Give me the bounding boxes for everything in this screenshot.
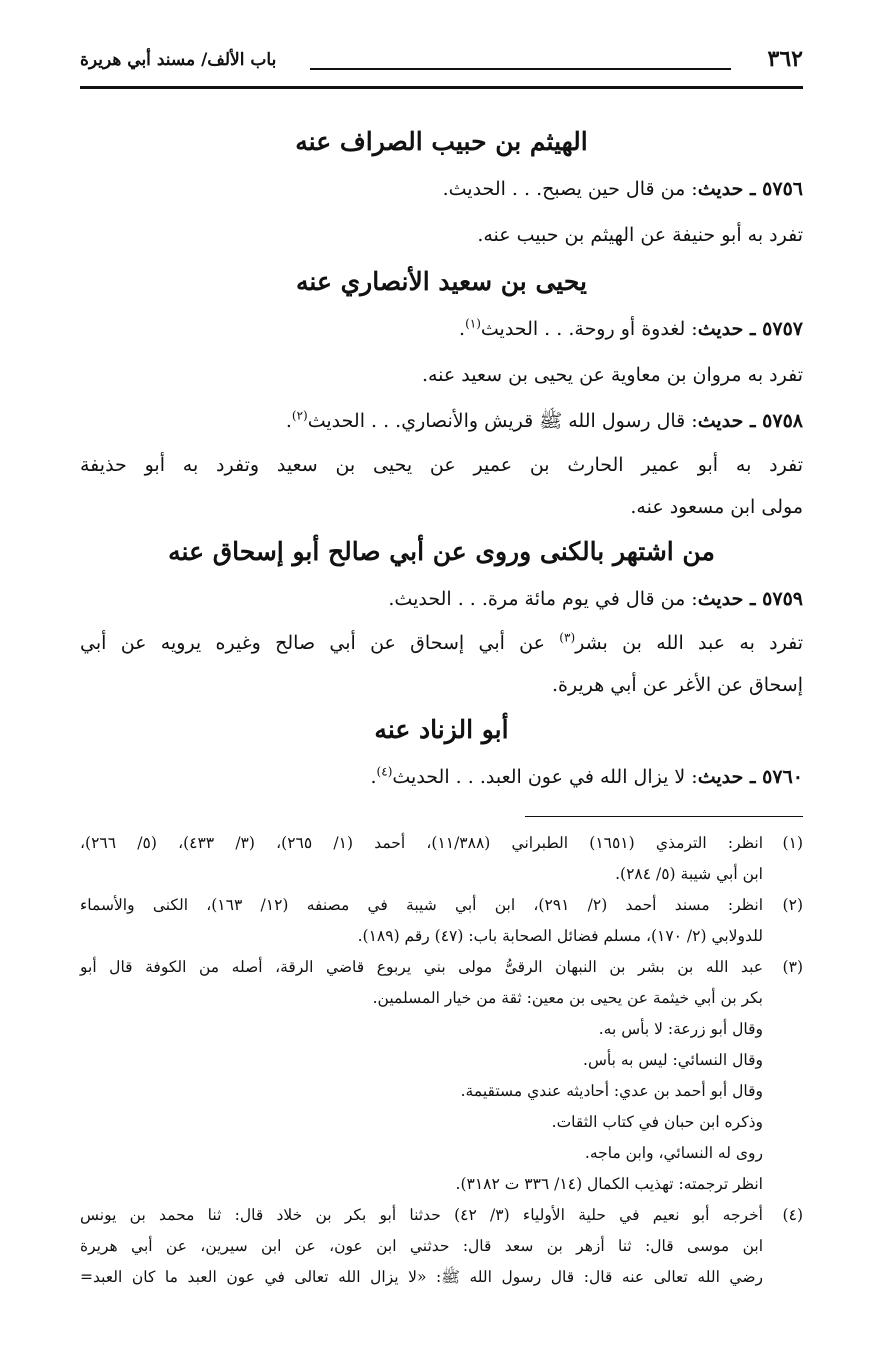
- hadith-text: : من قال في يوم مائة مرة. . . الحديث.: [388, 588, 698, 610]
- footnote-line: وقال أبو زرعة: لا بأس به.: [598, 1020, 763, 1038]
- running-title: باب الألف/ مسند أبي هريرة: [80, 50, 277, 70]
- footnote-number: (٢): [782, 896, 803, 914]
- hadith-text: : لغدوة أو روحة. . . الحديث: [480, 318, 698, 340]
- hadith-keyword: حديث: [697, 588, 744, 610]
- footnote: [80, 952, 803, 1200]
- hadith-keyword: حديث: [697, 410, 744, 432]
- hadith-entry: ٥٧٥٧ ـ حديث: لغدوة أو روحة. . . الحديث$^{(١)}$.: [459, 316, 803, 340]
- running-header: [80, 46, 803, 80]
- footnote-separator: [525, 816, 803, 817]
- footnote-ref[interactable]: (٣): [559, 630, 576, 645]
- footnote-line: بكر بن أبي خيثمة عن يحيى بن معين: ثقة من خيار المسلمين.: [372, 989, 763, 1007]
- footnote-line: وذكره ابن حبان في كتاب الثقات.: [551, 1113, 763, 1131]
- footnote: [80, 890, 803, 952]
- footnote: [80, 1200, 803, 1293]
- section-heading: من اشتهر بالكنى وروى عن أبي صالح أبو إسحاق عنه: [168, 537, 715, 566]
- sentence-end: .: [459, 318, 466, 340]
- hadith-entry: ٥٧٦٠ ـ حديث: لا يزال الله في عون العبد. . . الحديث$^{(٤)}$.: [370, 764, 803, 788]
- hadith-number: ٥٧٥٨: [762, 410, 803, 432]
- footnote-line: وقال النسائي: ليس به بأس.: [583, 1051, 763, 1069]
- hadith-entry: ٥٧٥٨ ـ حديث: قال رسول الله ﷺ قريش والأنصاري. . . الحديث$^{(٢)}$.: [285, 408, 803, 432]
- footnote-number: (١): [782, 834, 803, 852]
- narration-note-text: تفرد به عبد الله بن بشر: [575, 632, 804, 654]
- narration-note: تفرد به مروان بن معاوية عن يحيى بن سعيد عنه.: [421, 364, 803, 386]
- footnote-number: (٤): [782, 1206, 803, 1224]
- footnote-line: للدولابي (٢/ ١٧٠)، مسلم فضائل الصحابة باب: (٤٧) رقم (١٨٩).: [357, 927, 763, 945]
- hadith-entry: ٥٧٥٦ ـ حديث: من قال حين يصبح. . . الحديث.: [442, 178, 803, 200]
- footnote-line: انظر ترجمته: تهذيب الكمال (١٤/ ٣٣٦ ت ٣١٨٢).: [455, 1175, 763, 1193]
- page-number: ٣٦٢: [767, 46, 803, 72]
- footnote-line: وقال أبو أحمد بن عدي: أحاديثه عندي مستقيمة.: [460, 1082, 763, 1100]
- header-line: [310, 68, 731, 70]
- section-heading: الهيثم بن حبيب الصراف عنه: [295, 127, 588, 156]
- footnote-line: رضي الله تعالى عنه قال: قال رسول الله ﷺ: «لا يزال الله تعالى في عون العبد ما كان العبد=: [80, 1268, 763, 1286]
- hadith-text: : لا يزال الله في عون العبد. . . الحديث: [392, 766, 698, 788]
- footnote-line: ابن موسى قال: ثنا أزهر بن سعد قال: حدثني ابن عون، عن ابن سيرين، عن أبي هريرة: [80, 1237, 763, 1255]
- footnote-ref[interactable]: (٤): [376, 764, 393, 779]
- footnotes: [80, 828, 803, 1293]
- narration-note: [80, 622, 803, 664]
- header-rule: [80, 86, 803, 89]
- narration-note: [80, 444, 803, 486]
- hadith-number: ٥٧٦٠: [762, 766, 803, 788]
- footnote: [80, 828, 803, 890]
- sentence-end: .: [370, 766, 377, 788]
- section-heading: يحيى بن سعيد الأنصاري عنه: [296, 267, 587, 296]
- narration-note-text: عن أبي إسحاق عن أبي صالح وغيره يرويه عن أبي: [80, 632, 560, 654]
- footnote-line: انظر: مسند أحمد (٢/ ٢٩١)، ابن أبي شيبة في مصنفه (١٢/ ١٦٣)، الكنى والأسماء: [80, 896, 764, 914]
- footnote-ref[interactable]: (٢): [291, 408, 308, 423]
- section-heading: أبو الزناد عنه: [374, 715, 509, 744]
- narration-note: مولى ابن مسعود عنه.: [630, 496, 803, 518]
- hadith-keyword: حديث: [697, 766, 744, 788]
- narration-note: إسحاق عن الأغر عن أبي هريرة.: [552, 674, 803, 696]
- footnote-line: ابن أبي شيبة (٥/ ٢٨٤).: [615, 865, 763, 883]
- hadith-keyword: حديث: [697, 318, 744, 340]
- sentence-end: .: [285, 410, 292, 432]
- hadith-text: : قال رسول الله ﷺ قريش والأنصاري. . . الحديث: [307, 410, 698, 432]
- footnote-ref[interactable]: (١): [465, 316, 481, 331]
- footnote-line: روى له النسائي، وابن ماجه.: [584, 1144, 763, 1162]
- footnote-number: (٣): [782, 958, 803, 976]
- narration-note-line: تفرد به أبو عمير الحارث بن عمير عن يحيى بن سعيد وتفرد به أبو حذيفة: [80, 454, 803, 476]
- footnote-line: انظر: الترمذي (١٦٥١) الطبراني (١١/٣٨٨)، أحمد (١/ ٢٦٥)، (٣/ ٤٣٣)، (٥/ ٢٦٦)،: [80, 834, 764, 852]
- hadith-entry: ٥٧٥٩ ـ حديث: من قال في يوم مائة مرة. . . الحديث.: [388, 588, 803, 610]
- main-text: [80, 118, 803, 800]
- footnote-line: عبد الله بن بشر بن النبهان الرقىُّ مولى بني يربوع قاضي الرقة، أصله من الكوفة قال أبو: [80, 958, 763, 976]
- hadith-keyword: حديث: [697, 178, 744, 200]
- hadith-number: ٥٧٥٧: [762, 318, 803, 340]
- narration-note: تفرد به أبو حنيفة عن الهيثم بن حبيب عنه.: [477, 224, 803, 246]
- footnote-line: أخرجه أبو نعيم في حلية الأولياء (٣/ ٤٢) حدثنا أبو بكر بن خلاد قال: ثنا محمد بن يونس: [80, 1206, 763, 1224]
- hadith-text: : من قال حين يصبح. . . الحديث.: [442, 178, 698, 200]
- hadith-number: ٥٧٥٩: [762, 588, 803, 610]
- hadith-number: ٥٧٥٦: [762, 178, 803, 200]
